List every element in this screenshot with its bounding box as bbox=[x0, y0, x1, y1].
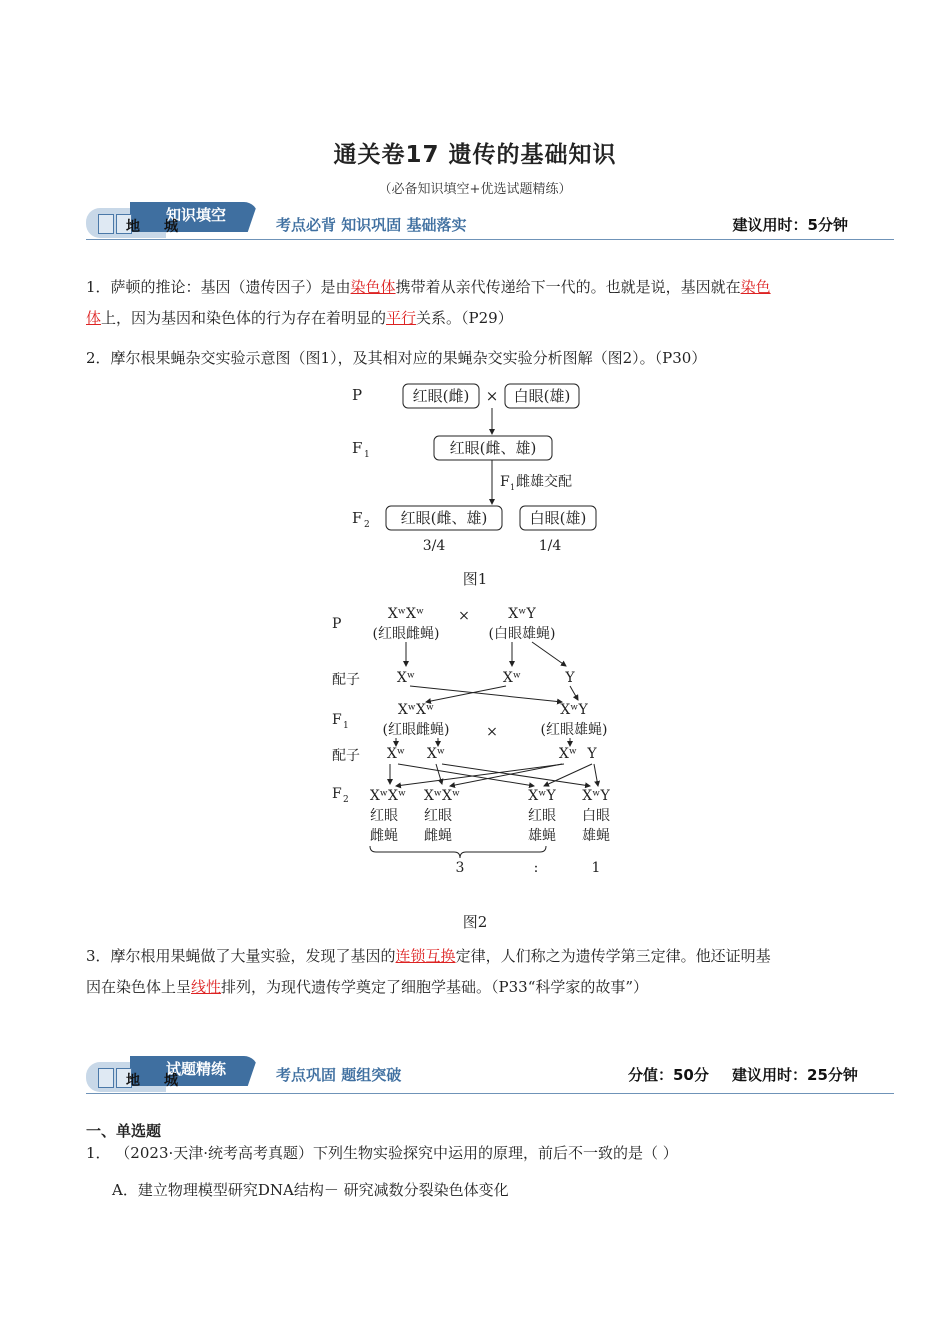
box-label: 白眼(雄) bbox=[529, 509, 587, 527]
item-text: 上，因为基因和染色体的行为存在着明显的 bbox=[101, 309, 387, 327]
band-slogan: 考点巩固 题组突破 bbox=[276, 1066, 402, 1084]
page-title: 通关卷17 遗传的基础知识 bbox=[333, 142, 617, 168]
phenotype: 雌蝇 bbox=[370, 828, 398, 844]
phenotype: 雄蝇 bbox=[528, 828, 556, 844]
ratio-label: : bbox=[533, 860, 539, 876]
badge-word: 地 bbox=[126, 219, 140, 235]
box-label: 白眼(雄) bbox=[513, 387, 571, 405]
phenotype: 雌蝇 bbox=[424, 828, 452, 844]
box-label: 红眼(雌、雄) bbox=[449, 439, 537, 457]
ratio-label: 3 bbox=[455, 860, 465, 876]
question-1: 1． （2023·天津·统考高考真题）下列生物实验探究中运用的原理，前后不一致的是（ ） bbox=[86, 1144, 678, 1162]
genotype: XʷXʷ bbox=[387, 606, 425, 622]
section-band-practice bbox=[86, 1054, 894, 1094]
badge-word: 地 bbox=[126, 1073, 140, 1089]
item-text: 3．摩尔根用果蝇做了大量实验，发现了基因的 bbox=[86, 947, 396, 965]
cross-symbol: × bbox=[486, 724, 498, 740]
figure-2-caption: 图2 bbox=[462, 913, 488, 931]
badge-word: 城 bbox=[164, 219, 178, 235]
book-icon bbox=[98, 1068, 114, 1088]
item-2: 2．摩尔根果蝇杂交实验示意图（图1），及其相对应的果蝇杂交实验分析图解（图2）。（P30） bbox=[86, 349, 707, 367]
gamete: Y bbox=[587, 746, 597, 762]
genotype: XʷXʷ bbox=[369, 788, 407, 804]
band-slogan: 考点必背 知识巩固 基础落实 bbox=[276, 216, 467, 234]
gamete: Xʷ bbox=[558, 746, 578, 762]
mate-sub: 1 bbox=[510, 483, 516, 492]
gen-label-f1: F bbox=[332, 712, 342, 728]
item-text: 1．萨顿的推论：基因（遗传因子）是由 bbox=[86, 278, 351, 296]
genotype: XʷXʷ bbox=[397, 702, 435, 718]
genotype: XʷY bbox=[508, 606, 536, 622]
badge-label: 知识填空 bbox=[166, 206, 227, 224]
genotype: XʷXʷ bbox=[423, 788, 461, 804]
gen-label-f1: F bbox=[352, 439, 363, 457]
answer-blank: 体 bbox=[86, 309, 102, 327]
time-note: 建议用时：5分钟 bbox=[732, 216, 848, 234]
figure-2-diagram bbox=[326, 598, 626, 880]
question-1-option-a: A．建立物理模型研究DNA结构－ 研究减数分裂染色体变化 bbox=[112, 1181, 509, 1199]
gen-sub: 1 bbox=[364, 450, 370, 460]
gamete: Xʷ bbox=[386, 746, 406, 762]
cross-symbol: × bbox=[485, 387, 499, 405]
phenotype: (红眼雌蝇) bbox=[382, 722, 450, 738]
gen-label-gamete: 配子 bbox=[332, 748, 360, 764]
ratio-label: 1 bbox=[591, 860, 601, 876]
item-text: 排列，为现代遗传学奠定了细胞学基础。（P33“科学家的故事”） bbox=[221, 978, 649, 996]
answer-blank: 线性 bbox=[191, 978, 222, 996]
score-note: 分值：50分 bbox=[628, 1066, 709, 1084]
section-badge bbox=[86, 1056, 258, 1092]
gamete: Xʷ bbox=[396, 670, 416, 686]
genotype: XʷY bbox=[560, 702, 588, 718]
mate-label: F bbox=[500, 474, 510, 490]
gamete: Xʷ bbox=[502, 670, 522, 686]
figure-1-diagram bbox=[340, 378, 620, 558]
brace bbox=[370, 846, 546, 858]
item-text: 携带着从亲代传递给下一代的。也就是说，基因就在 bbox=[395, 278, 741, 296]
badge-word: 城 bbox=[164, 1073, 178, 1089]
badge-label: 试题精练 bbox=[166, 1060, 227, 1078]
gen-label-p: P bbox=[352, 386, 363, 404]
item-text: 因在染色体上呈 bbox=[86, 978, 192, 996]
box-label: 红眼(雌) bbox=[412, 387, 470, 405]
section-badge bbox=[86, 202, 258, 238]
gen-label-f2: F bbox=[352, 509, 363, 527]
phenotype: 红眼 bbox=[370, 808, 398, 824]
box-label: 红眼(雌、雄) bbox=[400, 509, 488, 527]
gen-sub: 2 bbox=[343, 795, 349, 805]
answer-blank: 染色体 bbox=[350, 278, 396, 296]
genotype: XʷY bbox=[582, 788, 610, 804]
answer-blank: 连锁互换 bbox=[395, 947, 456, 965]
phenotype: (红眼雌蝇) bbox=[372, 626, 440, 642]
item-1 bbox=[86, 272, 866, 334]
section-heading: 一、单选题 bbox=[86, 1122, 162, 1140]
genotype: XʷY bbox=[528, 788, 556, 804]
gamete: Xʷ bbox=[426, 746, 446, 762]
phenotype: 白眼 bbox=[582, 808, 610, 824]
figure-1-caption: 图1 bbox=[462, 570, 488, 588]
item-3 bbox=[86, 941, 866, 1003]
gen-label-p: P bbox=[332, 616, 342, 632]
section-band-knowledge bbox=[86, 200, 894, 240]
item-text: 定律，人们称之为遗传学第三定律。他还证明基 bbox=[455, 947, 771, 965]
item-text: 关系。（P29） bbox=[416, 309, 513, 327]
time-note: 建议用时：25分钟 bbox=[732, 1066, 858, 1084]
page-subtitle: （必备知识填空+优选试题精练） bbox=[378, 182, 572, 197]
gen-sub: 1 bbox=[343, 721, 349, 731]
phenotype: (白眼雄蝇) bbox=[488, 626, 556, 642]
ratio-label: 3/4 bbox=[422, 538, 446, 554]
gamete: Y bbox=[565, 670, 575, 686]
gen-sub: 2 bbox=[364, 520, 370, 530]
ratio-label: 1/4 bbox=[538, 538, 562, 554]
mate-label: 雌雄交配 bbox=[516, 474, 572, 490]
answer-blank: 染色 bbox=[740, 278, 771, 296]
answer-blank: 平行 bbox=[386, 309, 417, 327]
cross-symbol: × bbox=[458, 608, 470, 624]
gen-label-f2: F bbox=[332, 786, 342, 802]
phenotype: 红眼 bbox=[528, 808, 556, 824]
book-icon bbox=[98, 214, 114, 234]
phenotype: 雄蝇 bbox=[582, 828, 610, 844]
phenotype: (红眼雄蝇) bbox=[540, 722, 608, 738]
gen-label-gamete: 配子 bbox=[332, 672, 360, 688]
phenotype: 红眼 bbox=[424, 808, 452, 824]
